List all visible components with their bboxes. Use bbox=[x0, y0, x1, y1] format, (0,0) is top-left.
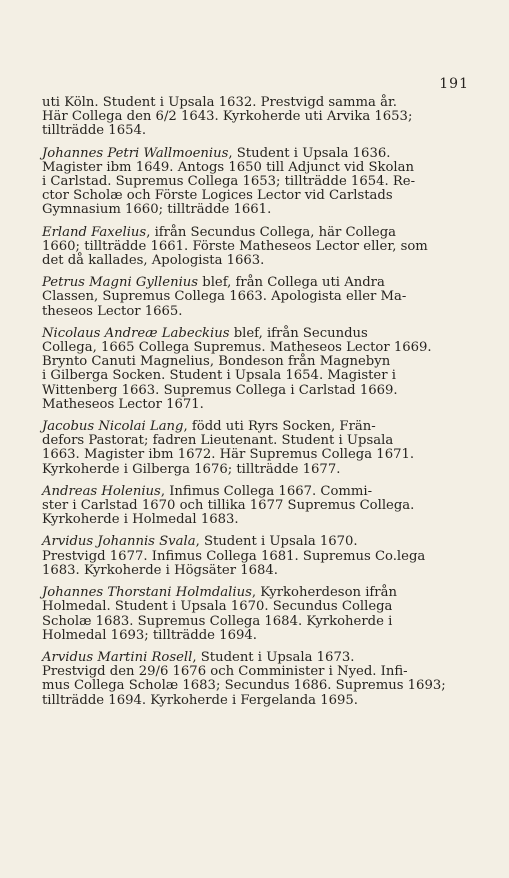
entry-text: Kyrkoherde i Gilberga 1676; tillträdde 1677. bbox=[42, 461, 341, 477]
entry-line bbox=[42, 189, 469, 203]
person-name: Erland Faxelius bbox=[42, 224, 147, 240]
entry-line bbox=[42, 398, 469, 412]
entry-paragraph bbox=[42, 535, 469, 578]
entry-line bbox=[42, 203, 469, 217]
entry-line bbox=[42, 564, 469, 578]
entry-text: ster i Carlstad 1670 och tillika 1677 Supremus Collega. bbox=[42, 498, 415, 514]
entry-line bbox=[42, 96, 469, 110]
entry-text: Holmedal 1693; tillträdde 1694. bbox=[42, 627, 257, 643]
entry-text: , född uti Ryrs Socken, Frän- bbox=[183, 419, 376, 435]
entry-text: Classen, Supremus Collega 1663. Apologista eller Ma- bbox=[42, 289, 407, 305]
person-name: Johannes Thorstani Holmdalius bbox=[42, 585, 252, 601]
person-name: Nicolaus Andreæ Labeckius bbox=[42, 325, 230, 341]
entry-line bbox=[42, 384, 469, 398]
entry-line bbox=[42, 254, 469, 268]
entry-text: mus Collega Scholæ 1683; Secundus 1686. Supremus 1693; bbox=[42, 678, 446, 694]
entry-line bbox=[42, 499, 469, 513]
entry-text: Scholæ 1683. Supremus Collega 1684. Kyrkoherde i bbox=[42, 613, 393, 629]
entry-line bbox=[42, 448, 469, 462]
entry-text: uti Köln. Student i Upsala 1632. Prestvigd samma år. bbox=[42, 95, 397, 110]
entry-text: theseos Lector 1665. bbox=[42, 303, 183, 319]
entry-line bbox=[42, 600, 469, 614]
entry-text: , Student i Upsala 1636. bbox=[228, 145, 391, 161]
entry-text: Här Collega den 6/2 1643. Kyrkoherde uti Arvika 1653; bbox=[42, 109, 413, 125]
entry-text: i Gilberga Socken. Student i Upsala 1654. Magister i bbox=[42, 368, 396, 384]
entry-line bbox=[42, 276, 469, 290]
entry-line bbox=[42, 240, 469, 254]
entry-line bbox=[42, 147, 469, 161]
entry-text: tillträdde 1654. bbox=[42, 123, 147, 139]
entry-line bbox=[42, 124, 469, 138]
entry-text: , Student i Upsala 1670. bbox=[195, 534, 358, 550]
entry-text: Prestvigd den 29/6 1676 och Comminister i Nyed. Infi- bbox=[42, 664, 408, 680]
entry-text: , Kyrkoherdeson ifrån bbox=[251, 585, 397, 601]
person-name: Andreas Holenius bbox=[42, 483, 161, 499]
entry-text: blef, ifrån Secundus bbox=[229, 325, 368, 341]
entry-text: Magister ibm 1649. Antogs 1650 till Adjunct vid Skolan bbox=[42, 159, 415, 175]
entry-text: ctor Scholæ och Förste Logices Lector vid Carlstads bbox=[42, 188, 393, 204]
entry-text: tillträdde 1694. Kyrkoherde i Fergelanda 1695. bbox=[42, 692, 358, 708]
person-name: Johannes Petri Wallmoenius bbox=[42, 145, 229, 161]
entry-text: 1663. Magister ibm 1672. Här Supremus Collega 1671. bbox=[42, 447, 415, 463]
entry-paragraph bbox=[42, 586, 469, 643]
entry-text: , ifrån Secundus Collega, här Collega bbox=[146, 224, 397, 240]
entry-line bbox=[42, 694, 469, 708]
entry-line bbox=[42, 651, 469, 665]
entry-line bbox=[42, 110, 469, 124]
entry-line bbox=[42, 420, 469, 434]
entry-list bbox=[42, 96, 469, 716]
entry-text: Gymnasium 1660; tillträdde 1661. bbox=[42, 202, 272, 218]
entry-paragraph bbox=[42, 651, 469, 708]
entry-paragraph bbox=[42, 226, 469, 269]
entry-text: Collega, 1665 Collega Supremus. Matheseos Lector 1669. bbox=[42, 340, 432, 356]
entry-line bbox=[42, 513, 469, 527]
entry-line bbox=[42, 355, 469, 369]
entry-line bbox=[42, 327, 469, 341]
entry-line bbox=[42, 434, 469, 448]
entry-paragraph bbox=[42, 276, 469, 319]
entry-line bbox=[42, 550, 469, 564]
entry-line bbox=[42, 615, 469, 629]
entry-paragraph bbox=[42, 420, 469, 477]
person-name: Jacobus Nicolai Lang bbox=[42, 419, 184, 435]
entry-line bbox=[42, 535, 469, 549]
entry-line bbox=[42, 175, 469, 189]
entry-text: blef, från Collega uti Andra bbox=[198, 275, 385, 291]
entry-text: i Carlstad. Supremus Collega 1653; tillträdde 1654. Re- bbox=[42, 174, 416, 190]
entry-text: Brynto Canuti Magnelius, Bondeson från Magnebyn bbox=[42, 354, 391, 370]
entry-text: , Student i Upsala 1673. bbox=[192, 649, 355, 665]
entry-line bbox=[42, 305, 469, 319]
entry-line bbox=[42, 369, 469, 383]
person-name: Arvidus Martini Rosell bbox=[42, 649, 193, 665]
entry-text: Holmedal. Student i Upsala 1670. Secundus Collega bbox=[42, 599, 393, 615]
entry-paragraph bbox=[42, 327, 469, 412]
entry-text: Prestvigd 1677. Infimus Collega 1681. Supremus Co.lega bbox=[42, 548, 426, 564]
entry-line bbox=[42, 485, 469, 499]
entry-paragraph bbox=[42, 96, 469, 139]
entry-line bbox=[42, 629, 469, 643]
entry-text: Kyrkoherde i Holmedal 1683. bbox=[42, 512, 239, 528]
entry-line bbox=[42, 679, 469, 693]
person-name: Arvidus Johannis Svala bbox=[42, 534, 196, 550]
entry-line bbox=[42, 586, 469, 600]
entry-line bbox=[42, 290, 469, 304]
entry-paragraph bbox=[42, 485, 469, 528]
entry-text: 1683. Kyrkoherde i Högsäter 1684. bbox=[42, 562, 278, 578]
entry-text: , Infimus Collega 1667. Commi- bbox=[160, 483, 373, 499]
entry-line bbox=[42, 161, 469, 175]
page-number: 191 bbox=[439, 76, 469, 92]
entry-text: det då kallades, Apologista 1663. bbox=[42, 253, 265, 269]
person-name: Petrus Magni Gyllenius bbox=[42, 275, 199, 291]
entry-text: Matheseos Lector 1671. bbox=[42, 396, 204, 412]
entry-paragraph bbox=[42, 147, 469, 218]
entry-line bbox=[42, 226, 469, 240]
entry-text: Wittenberg 1663. Supremus Collega i Carlstad 1669. bbox=[42, 382, 398, 398]
entry-line bbox=[42, 665, 469, 679]
entry-line bbox=[42, 463, 469, 477]
entry-text: defors Pastorat; fadren Lieutenant. Student i Upsala bbox=[42, 433, 394, 449]
entry-text: 1660; tillträdde 1661. Förste Matheseos Lector eller, som bbox=[42, 238, 428, 254]
